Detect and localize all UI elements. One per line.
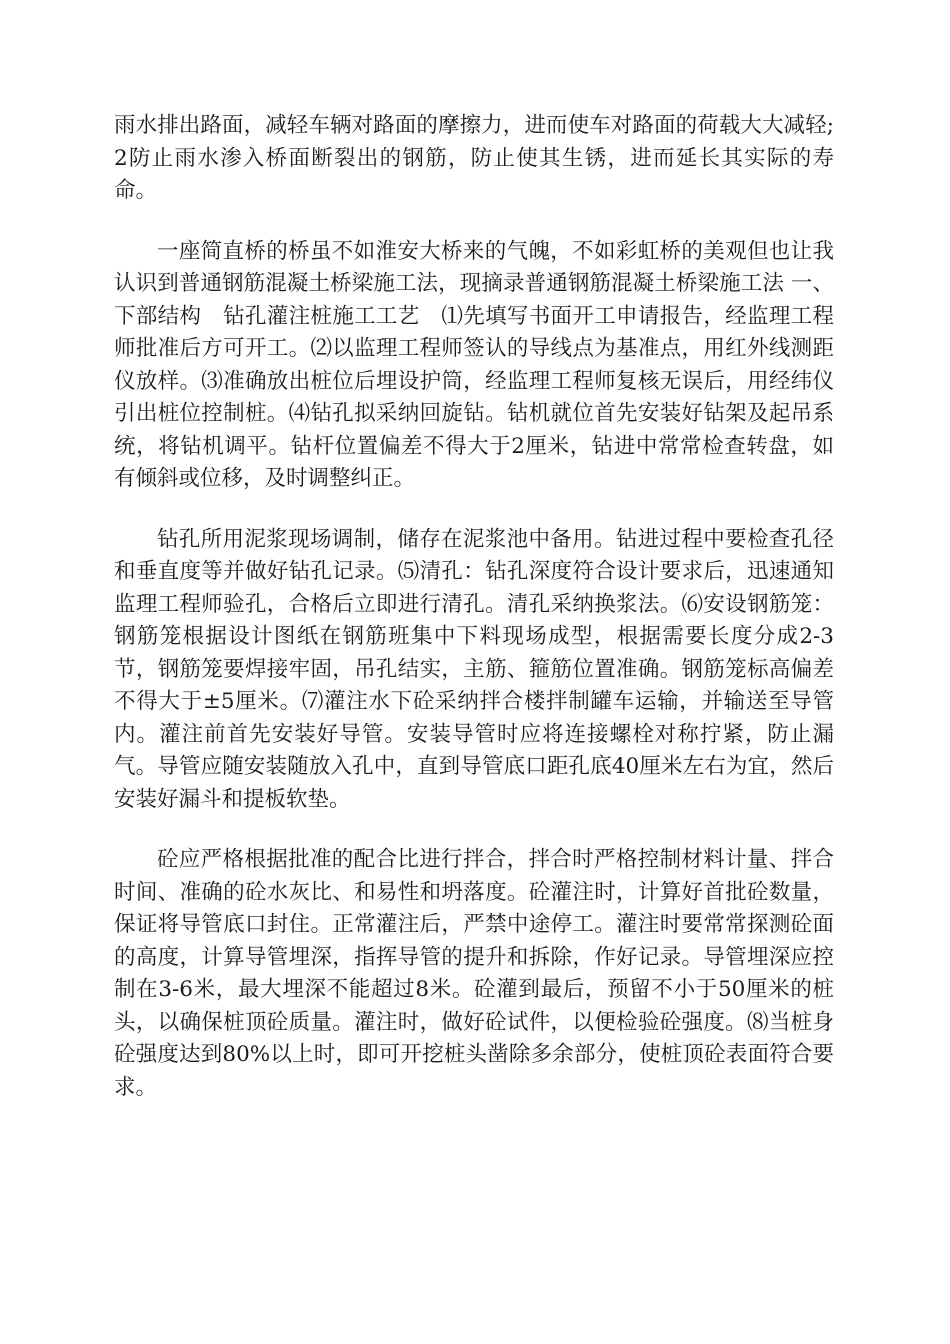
- paragraph-2: 一座简直桥的桥虽不如淮安大桥来的气魄，不如彩虹桥的美观但也让我认识到普通钢筋混凝土桥梁施工法，现摘录普通钢筋混凝土桥梁施工法 一、下部结构 钻孔灌注桩施工工艺 ⑴先填写书面开工申请报告，经监理工程师批准后方可开工。⑵以监理工程师签认的导线点为基准点，用红外线测距仪放样。⑶准确放出桩位后埋设护筒，经监理工程师复核无误后，用经纬仪引出桩位控制桩。⑷钻孔拟采纳回旋钻。钻机就位首先安装好钻架及起吊系统，将钻机调平。钻杆位置偏差不得大于2厘米，钻进中常常检查转盘，如有倾斜或位移，及时调整纠正。: [114, 238, 834, 491]
- paragraph-3: 钻孔所用泥浆现场调制，储存在泥浆池中备用。钻进过程中要检查孔径和垂直度等并做好钻孔记录。⑸清孔：钻孔深度符合设计要求后，迅速通知监理工程师验孔，合格后立即进行清孔。清孔采纳换浆法。⑹安设钢筋笼：钢筋笼根据设计图纸在钢筋班集中下料现场成型，根据需要长度分成2-3节，钢筋笼要焊接牢固，吊孔结实，主筋、箍筋位置准确。钢筋笼标高偏差不得大于±5厘米。⑺灌注水下砼采纳拌合楼拌制罐车运输，并输送至导管内。灌注前首先安装好导管。安装导管时应将连接螺栓对称拧紧，防止漏气。导管应随安装随放入孔中，直到导管底口距孔底40厘米左右为宜，然后安装好漏斗和提板软垫。: [114, 526, 834, 812]
- paragraph-1: 雨水排出路面，减轻车辆对路面的摩擦力，进而使车对路面的荷载大大减轻;2防止雨水渗入桥面断裂出的钢筋，防止使其生锈，进而延长其实际的寿命。: [114, 113, 834, 203]
- document-page: [114, 110, 834, 1132]
- paragraph-4: 砼应严格根据批准的配合比进行拌合，拌合时严格控制材料计量、拌合时间、准确的砼水灰比、和易性和坍落度。砼灌注时，计算好首批砼数量，保证将导管底口封住。正常灌注后，严禁中途停工。灌注时要常常探测砼面的高度，计算导管埋深，指挥导管的提升和拆除，作好记录。导管埋深应控制在3-6米，最大埋深不能超过8米。砼灌到最后，预留不小于50厘米的桩头，以确保桩顶砼质量。灌注时，做好砼试件，以便检验砼强度。⑻当桩身砼强度达到80%以上时，即可开挖桩头凿除多余部分，使桩顶砼表面符合要求。: [114, 847, 834, 1100]
